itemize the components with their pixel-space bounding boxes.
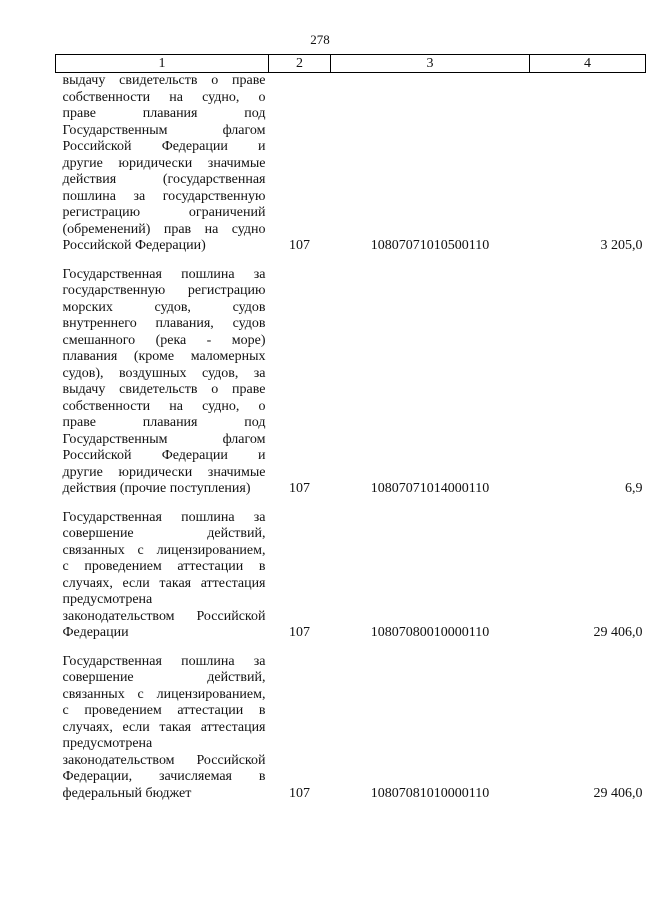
description-line: законодательством Российской [62,608,266,624]
table-row [56,267,646,498]
description-line: случаях, если такая аттестация [62,575,266,591]
table-row [56,73,646,255]
description-line: Российской Федерации) [62,238,206,253]
column-header-3: 3 [331,55,530,73]
description-line: смешанного (река - море) [62,332,266,348]
row-description [56,267,269,498]
description-line: другие юридически значимые [62,155,266,171]
description-line: предусмотрена [62,736,153,751]
row-spacer-cell [56,255,646,267]
description-line: действия (государственная [62,172,266,187]
row-amount: 6,9 [625,481,643,496]
description-line: с проведением аттестации в [62,559,266,574]
column-header-4: 4 [530,55,646,73]
table-header-row [56,55,646,73]
description-line: собственности на судно, о [62,398,266,414]
description-line: федеральный бюджет [62,785,192,801]
page-number: 278 [310,32,330,47]
description-line: Российской Федерации и [62,139,266,154]
row-budget-code: 10807071014000110 [370,481,490,496]
description-line: предусмотрена [62,592,153,607]
description-line: законодательством Российской [62,752,266,768]
row-spacer-cell [56,642,646,654]
row-spacer [56,642,646,654]
description-line: связанных с лицензированием, [62,542,266,558]
row-admin-code: 107 [289,625,310,640]
row-description [56,510,269,642]
description-line: Федерации [62,625,129,640]
description-line: плавания (кроме маломерных [62,349,266,364]
description-line: внутреннего плавания, судов [62,316,266,331]
description-line: действия (прочие поступления) [62,481,251,496]
table-body [56,73,646,803]
description-line: праве плавания под [62,106,266,121]
description-line: Государственным флагом [62,122,266,138]
description-line: собственности на судно, о [62,89,266,105]
description-line: Государственным флагом [62,431,266,447]
row-spacer [56,498,646,510]
description-line: выдачу свидетельств о праве [62,382,266,397]
description-line: государственную регистрацию [62,283,266,298]
description-line: Федерации, зачисляемая в [62,769,266,784]
description-line: Государственная пошлина за [62,653,266,669]
description-line: пошлина за государственную [62,188,266,204]
row-admin-code: 107 [289,481,310,496]
description-line: связанных с лицензированием, [62,686,266,702]
description-line: Государственная пошлина за [62,266,266,282]
row-description [56,73,269,255]
description-line: морских судов, судов [62,299,266,315]
row-spacer [56,255,646,267]
description-line: с проведением аттестации в [62,703,266,718]
row-spacer-cell [56,498,646,510]
row-amount: 29 406,0 [593,785,643,801]
row-description [56,654,269,803]
row-amount: 29 406,0 [593,625,643,640]
table-row [56,654,646,803]
row-budget-code: 10807071010500110 [370,238,490,253]
row-admin-code: 107 [289,785,310,801]
description-line: (обременений) прав на судно [62,221,266,237]
description-line: случаях, если такая аттестация [62,719,266,735]
row-admin-code: 107 [289,238,310,253]
column-header-1: 1 [56,55,269,73]
description-line: другие юридически значимые [62,464,266,480]
description-line: выдачу свидетельств о праве [62,73,266,88]
column-header-2: 2 [269,55,331,73]
description-line: Государственная пошлина за [62,509,266,525]
description-line: Российской Федерации и [62,448,266,463]
row-amount: 3 205,0 [600,238,643,253]
description-line: регистрацию ограничений [62,205,266,220]
description-line: совершение действий, [62,526,266,541]
description-line: совершение действий, [62,670,266,685]
description-line: праве плавания под [62,415,266,430]
row-budget-code: 10807081010000110 [370,785,490,801]
budget-table [55,54,646,802]
row-budget-code: 10807080010000110 [370,625,490,640]
table-row [56,510,646,642]
description-line: судов), воздушных судов, за [62,365,266,381]
